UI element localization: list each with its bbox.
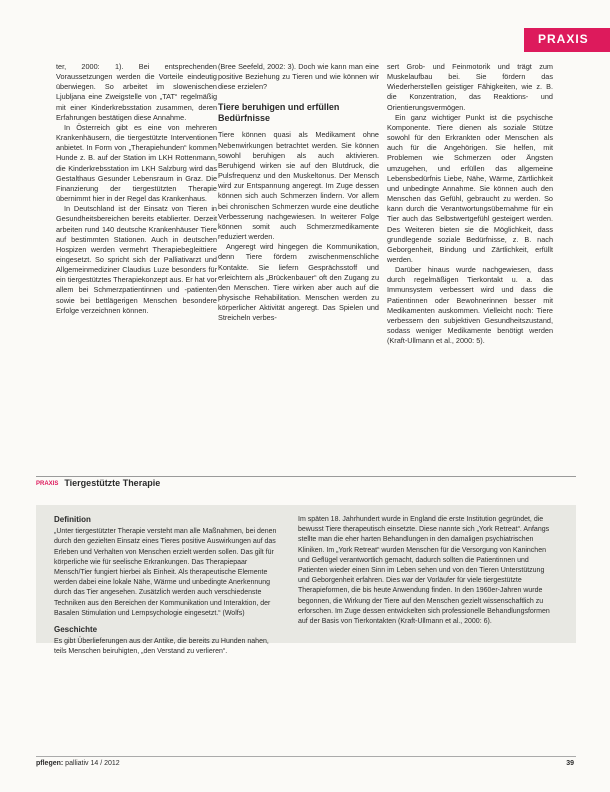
- publication-brand: pflegen:: [36, 760, 64, 767]
- section-kicker: PRAXIS: [36, 480, 59, 487]
- subheading: Tiere beruhigen und erfüllen Bedürfnisse: [218, 102, 340, 124]
- section-divider: [36, 476, 576, 477]
- paragraph: Darüber hinaus wurde nachgewiesen, dass durch regelmäßigen Tierkontakt u. a. das Immunsystem verbessert wird und dass die Patientinnen oder Bewohnerinnen besser mit Medikamenten auskommen. Vielleicht noch: Tiere verbessern den subjektiven Gesundheitszustand, sodass weniger Medikamente benötigt werden (Kraft-Ullmann et al., 2000: 5).: [387, 265, 553, 346]
- history-heading: Geschichte: [54, 625, 98, 635]
- history-text: Es gibt Überlieferungen aus der Antike, die bereits zu Hunden nahen, teils Menschen beiruhigten, „den Verstand zu verlieren“.: [54, 638, 269, 656]
- section-title: [36, 478, 160, 488]
- paragraph: Ein ganz wichtiger Punkt ist die psychische Komponente. Tiere dienen als soziale Stütze sowohl für den Erkrankten oder Menschen als auch für die Angehörigen. Sie helfen, mit Problemen wie Schmerzen oder Ängsten umzugehen, und erfüllen das allgemeine Lebensbedürfnis Liebe, Nähe, Wärme, Zärtlichkeit und unbedingte Annahme. Sie können auch den Menschen das Gefühl, gebraucht zu werden. So kann durch die Verantwortungsübernahme für ein Tier auch das Selbstwertgefühl gesteigert werden. Des Weiteren bieten sie die Möglichkeit, dass grundlegende soziale Bedürfnisse, z. B. nach Geborgenheit, Bindung und Zärtlichkeit, erfüllt werden.: [387, 112, 553, 264]
- publication-issue: palliativ 14 / 2012: [63, 760, 120, 767]
- footer-divider: [36, 756, 576, 757]
- paragraph: Tiere können quasi als Medikament ohne Nebenwirkungen betrachtet werden. Sie können sowohl beruhigen als auch aktivieren. Beruhigend wirken sie auf den Blutdruck, die Pulsfrequenz und den Muskeltonus. Der Mensch wird zur Entspannung angeregt. Im Zuge dessen können sich auch Schmerzen lindern. Vor allem bei chronischen Schmerzen wurde eine deutliche Verbesserung nachgewiesen. In weiterer Folge können somit auch Schmerzmedikamente reduziert werden.: [218, 130, 379, 242]
- history-continued-text: Im späten 18. Jahrhundert wurde in England die erste Institution gegründet, die bewusst Tiere therapeutisch einsetzte. Diese nannte sich „York Retreat“. Anfangs stellte man die eher harten Behandlungen in den damaligen psychiatrischen Kliniken. Im „York Retreat“ wurden Menschen für die Versorgung von Kaninchen und Geflügel verantwortlich gemacht, dadurch sollten die Patientinnen und Patienten wieder einen Sinn im Leben sehen und von den Tieren Unterstützung und Geborgenheit erfahren. Dies war der Vorläufer für viele tiergestützte Therapieformen, die bis heute Anwendung finden. In den 1960er-Jahren wurde begonnen, die Wirkung der Tiere auf den Menschen gezielt wissenschaftlich zu erforschen. Im Zuge dessen entwickelten sich professionelle Behandlungsformen auf der Basis von Tierkontakten (Kraft-Ullmann et al., 2000: 6).: [298, 516, 550, 626]
- article-column-2: [218, 62, 379, 323]
- info-box-right-column: [298, 515, 554, 627]
- paragraph: sert Grob- und Feinmotorik und trägt zum Muskelaufbau bei. Sie fördern das Wiederherstellen geistiger Fähigkeiten, wie z. B. die Konzentration, das Reaktions- und Orientierungsvermögen.: [387, 62, 553, 112]
- section-label: PRAXIS: [538, 32, 589, 46]
- info-box: [36, 505, 576, 656]
- page-number: 39: [566, 760, 574, 767]
- definition-heading: Definition: [54, 515, 91, 524]
- publication-name: [36, 760, 120, 767]
- info-box-left-column: [54, 515, 282, 658]
- paragraph: In Deutschland ist der Einsatz von Tieren in Gesundheitsbereichen bereits etablierter. Derzeit arbeiten rund 140 deutsche Krankenhäuser Tiere auf bestimmten Stationen. Auch in deutschen Hospizen werden vermehrt Therapiebegleittiere eingesetzt. So spricht sich der Palliativarzt und Allgemeinmediziner Claudius Luze besonders für ein tiergestütztes Therapiekonzept aus. Er hat vor allem bei Schmerzpatientinnen und -patienten sowie bei bettlägerigen Menschen besondere Erfolge verzeichnen können.: [56, 204, 217, 315]
- paragraph: ter, 2000: 1). Bei entsprechenden Voraussetzungen werden die Vorteile eindeutig überwiegen. So arbeitet im slowenischen Ljubljana eine Zweigstelle von „TAT“ regelmäßig mit einer Kinderkrebsstation zusammen, deren Erfahrungen bestätigen diese Annahme.: [56, 62, 217, 122]
- section-header-bar: [524, 28, 610, 52]
- article-column-3: [387, 62, 553, 346]
- paragraph: Angeregt wird hingegen die Kommunikation, denn Tiere fördern zwischenmenschliche Kontakte. Sie liefern Gesprächsstoff und erleichtern als „Brückenbauer“ oft den Zugang zu den Menschen. Tiere wirken aber auch auf die physische Rehabilitation. Menschen werden zu körperlicher Aktivität angeregt. Das Spielen und Streicheln verbes-: [218, 242, 379, 323]
- definition-text: „Unter tiergestützter Therapie versteht man alle Maßnahmen, bei denen durch den gezielten Einsatz eines Tieres positive Auswirkungen auf das Erleben und Verhalten von Menschen erzielt werden sollen. Das gilt für körperliche wie für seelische Erkrankungen. Das Therapiepaar Mensch/Tier fungiert hierbei als Einheit. Als therapeutische Elemente werden dabei eine lokale Nähe, Wärme und unbedingte Anerkennung durch das Tier angesehen. Zusätzlich werden auch verschiedenste Techniken aus den Bereichen der Kommunikation und Interaktion, der Basalen Stimulation und Lernpsychologie eingesetzt.“ (Wolfs): [54, 528, 277, 617]
- section-title-text: Tiergestützte Therapie: [64, 478, 161, 488]
- article-column-1: [56, 62, 217, 316]
- paragraph: (Bree Seefeld, 2002: 3). Doch wie kann man eine positive Beziehung zu Tieren und wie können wir diese erzielen?: [218, 62, 379, 92]
- paragraph: In Österreich gibt es eine von mehreren Krankenhäusern, die tiergestützte Interventionen anbietet. In Form von „Therapiehunden“ kommen Hunde z. B. auf der Station im LKH Rottenmann, die Kinderkrebsstation im LKH Salzburg wird das Gestalthaus Gesunder Lebensraum in Graz. Die Finanzierung der tiergestützten Therapie übernimmt hier in der Regel das Krankenhaus.: [56, 122, 217, 204]
